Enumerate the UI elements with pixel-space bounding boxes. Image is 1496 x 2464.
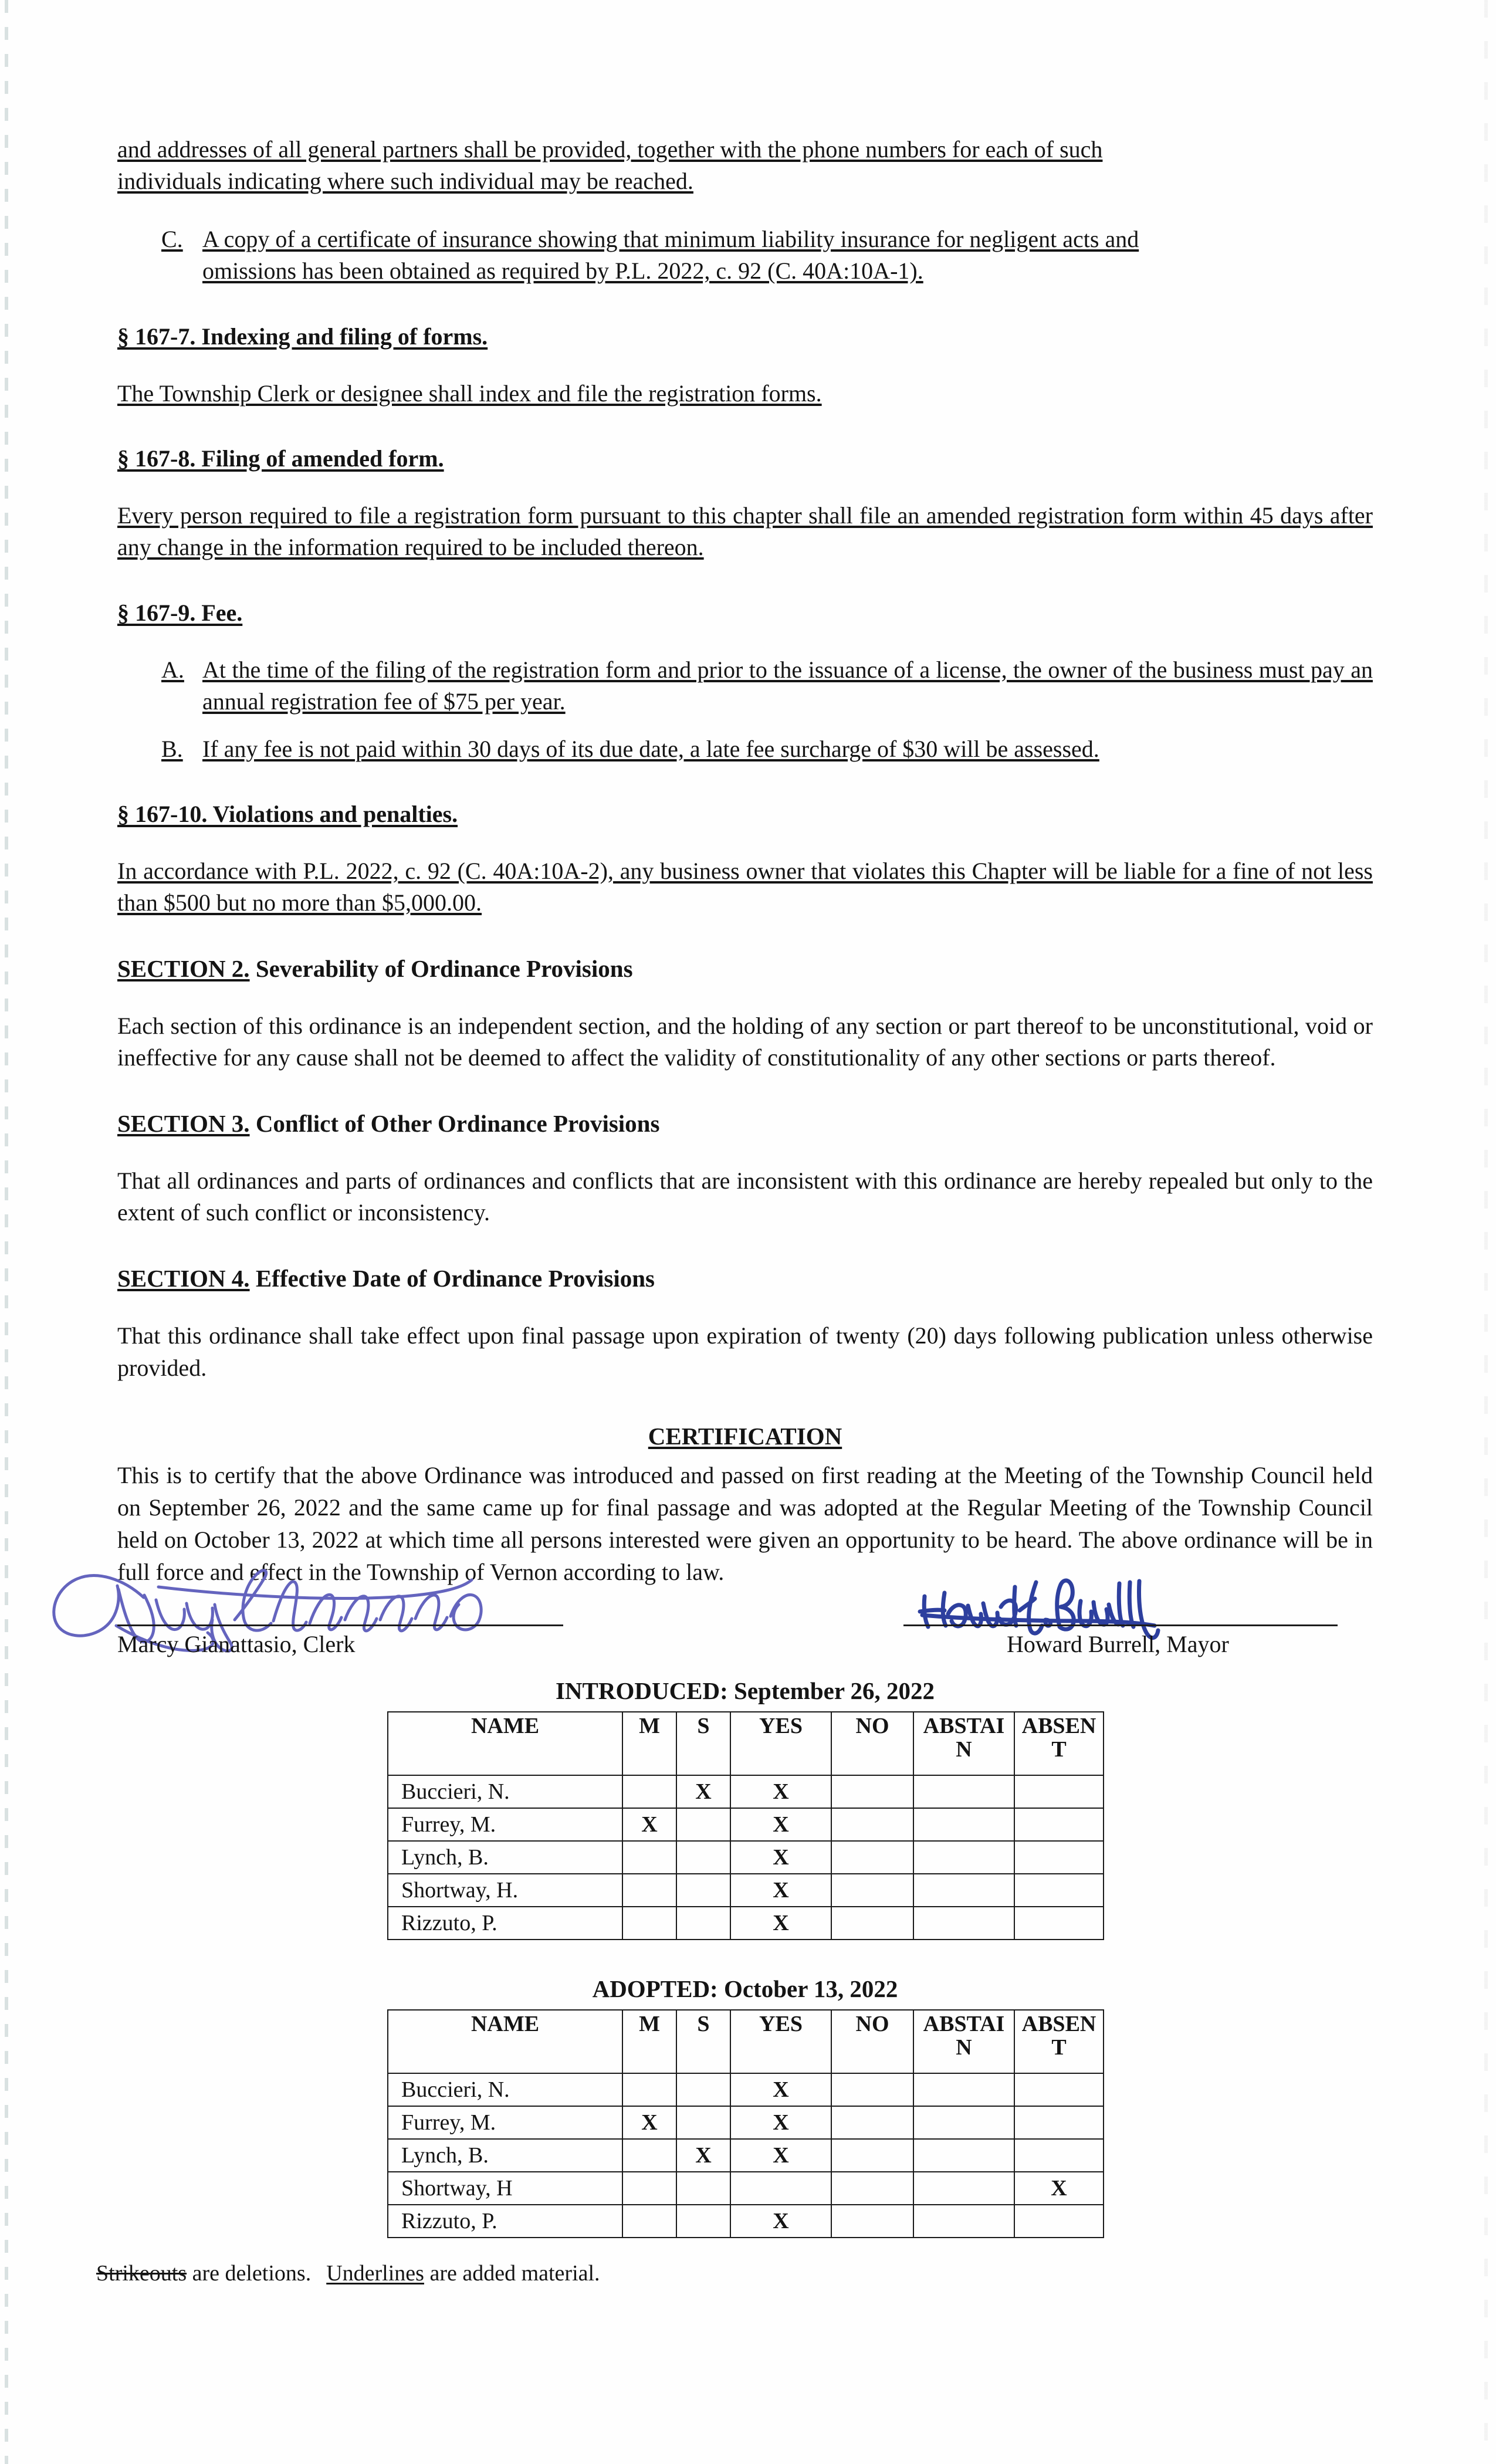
col-header-name: NAME bbox=[388, 2010, 622, 2073]
row-yes bbox=[730, 2172, 831, 2205]
section-heading-167-9: § 167-9. Fee. bbox=[117, 599, 243, 626]
ordinance-section-4-label: SECTION 4. bbox=[117, 1264, 250, 1292]
legend-footnote bbox=[96, 2259, 1373, 2288]
table-header-row bbox=[388, 1712, 1104, 1775]
row-no bbox=[831, 1808, 913, 1841]
mayor-signature-line bbox=[903, 1624, 1338, 1626]
list-item-b-marker: B. bbox=[161, 735, 183, 762]
table-row bbox=[388, 1907, 1104, 1940]
introduced-vote-table bbox=[387, 1711, 1104, 1940]
ordinance-section-2-heading bbox=[117, 953, 1373, 984]
table-row bbox=[388, 2205, 1104, 2238]
list-item-c-line-1: A copy of a certificate of insurance showing that minimum liability insurance for negligent acts and bbox=[202, 225, 1139, 252]
row-absent bbox=[1014, 1808, 1104, 1841]
row-m bbox=[622, 2073, 676, 2106]
row-name: Buccieri, N. bbox=[388, 1775, 622, 1808]
legend-underlines-rest: are added material. bbox=[424, 2260, 600, 2286]
row-m bbox=[622, 1841, 676, 1874]
row-yes: X bbox=[730, 1874, 831, 1907]
scan-artifact-right bbox=[1484, 0, 1488, 2464]
adopted-vote-table bbox=[387, 2009, 1104, 2238]
continued-paragraph-line-2: individuals indicating where such individual may be reached. bbox=[117, 168, 693, 195]
row-absent: X bbox=[1014, 2172, 1104, 2205]
row-absent bbox=[1014, 2139, 1104, 2172]
row-yes: X bbox=[730, 2205, 831, 2238]
row-absent bbox=[1014, 1841, 1104, 1874]
clerk-name: Marcy Gianattasio, Clerk bbox=[117, 1631, 356, 1658]
row-absent bbox=[1014, 1775, 1104, 1808]
ordinance-section-4-body: That this ordinance shall take effect upon final passage upon expiration of twenty (20) days following publication unless otherwise provided. bbox=[117, 1322, 1373, 1381]
ordinance-section-3-label: SECTION 3. bbox=[117, 1109, 250, 1137]
row-abstain bbox=[913, 2172, 1014, 2205]
row-yes: X bbox=[730, 2139, 831, 2172]
row-abstain bbox=[913, 2073, 1014, 2106]
col-header-no: NO bbox=[831, 2010, 913, 2073]
row-abstain bbox=[913, 1874, 1014, 1907]
col-header-abstain: ABSTAI N bbox=[913, 1712, 1014, 1775]
row-s bbox=[676, 2205, 730, 2238]
row-m: X bbox=[622, 1808, 676, 1841]
row-s bbox=[676, 1808, 730, 1841]
col-header-s: S bbox=[676, 2010, 730, 2073]
adopted-table-title: ADOPTED: October 13, 2022 bbox=[592, 1975, 898, 2003]
row-s bbox=[676, 2073, 730, 2106]
row-m: X bbox=[622, 2106, 676, 2139]
row-s bbox=[676, 1841, 730, 1874]
table-row bbox=[388, 2172, 1104, 2205]
table-row bbox=[388, 1808, 1104, 1841]
section-body-167-7: The Township Clerk or designee shall index and file the registration forms. bbox=[117, 380, 822, 407]
row-yes: X bbox=[730, 1907, 831, 1940]
col-header-yes: YES bbox=[730, 2010, 831, 2073]
certification-body: This is to certify that the above Ordinance was introduced and passed on first reading at the Meeting of the Township Council held on September 26, 2022 and the same came up for final passage and was adopted at the Regular Meeting of the Township Council held on October 13, 2022 at which time all persons interested were given an opportunity to be heard. The above ordinance will be in full force and effect in the Township of Vernon according to law. bbox=[117, 1461, 1373, 1586]
list-item-c-marker: C. bbox=[161, 225, 183, 252]
ordinance-section-3-body: That all ordinances and parts of ordinances and conflicts that are inconsistent with this ordinance are hereby repealed but only to the extent of such conflict or inconsistency. bbox=[117, 1167, 1373, 1226]
continued-paragraph-line-1: and addresses of all general partners shall be provided, together with the phone numbers for each of such bbox=[117, 136, 1103, 163]
table-header-row bbox=[388, 2010, 1104, 2073]
row-name: Shortway, H. bbox=[388, 1874, 622, 1907]
row-abstain bbox=[913, 1841, 1014, 1874]
row-no bbox=[831, 2172, 913, 2205]
section-body-167-8: Every person required to file a registration form pursuant to this chapter shall file an amended registration form within 45 days after any change in the information required to be included thereon. bbox=[117, 502, 1373, 561]
row-name: Lynch, B. bbox=[388, 2139, 622, 2172]
row-m bbox=[622, 1874, 676, 1907]
row-name: Furrey, M. bbox=[388, 2106, 622, 2139]
row-name: Lynch, B. bbox=[388, 1841, 622, 1874]
row-absent bbox=[1014, 2205, 1104, 2238]
table-row bbox=[388, 1841, 1104, 1874]
list-item-c bbox=[117, 224, 1373, 287]
row-no bbox=[831, 2106, 913, 2139]
row-name: Buccieri, N. bbox=[388, 2073, 622, 2106]
col-header-no: NO bbox=[831, 1712, 913, 1775]
row-m bbox=[622, 1775, 676, 1808]
adopted-vote-table-wrap bbox=[387, 1973, 1103, 2238]
ordinance-section-2-title: Severability of Ordinance Provisions bbox=[255, 955, 633, 982]
row-no bbox=[831, 2139, 913, 2172]
table-row bbox=[388, 1874, 1104, 1907]
clerk-signature-line bbox=[117, 1624, 563, 1626]
table-row bbox=[388, 2139, 1104, 2172]
row-m bbox=[622, 2139, 676, 2172]
table-row bbox=[388, 2106, 1104, 2139]
section-body-167-10: In accordance with P.L. 2022, c. 92 (C. 40A:10A-2), any business owner that violates this Chapter will be liable for a fine of not less than $500 but no more than $5,000.00. bbox=[117, 857, 1373, 916]
list-item-a bbox=[117, 654, 1373, 718]
col-header-m: M bbox=[622, 2010, 676, 2073]
row-no bbox=[831, 2073, 913, 2106]
row-no bbox=[831, 1907, 913, 1940]
row-s bbox=[676, 2106, 730, 2139]
section-heading-167-8: § 167-8. Filing of amended form. bbox=[117, 445, 444, 472]
ordinance-section-2-body: Each section of this ordinance is an independent section, and the holding of any section or part thereof to be unconstitutional, void or ineffective for any cause shall not be deemed to affect the validity of constitutionality of any other sections or parts thereof. bbox=[117, 1012, 1373, 1071]
section-heading-167-10: § 167-10. Violations and penalties. bbox=[117, 800, 458, 827]
legend-underlines-word: Underlines bbox=[326, 2260, 424, 2286]
continued-paragraph bbox=[117, 134, 1373, 198]
table-row bbox=[388, 2073, 1104, 2106]
list-item-b-text: If any fee is not paid within 30 days of its due date, a late fee surcharge of $30 will be assessed. bbox=[202, 735, 1099, 762]
col-header-s: S bbox=[676, 1712, 730, 1775]
row-name: Furrey, M. bbox=[388, 1808, 622, 1841]
row-no bbox=[831, 2205, 913, 2238]
row-s bbox=[676, 1907, 730, 1940]
row-abstain bbox=[913, 2205, 1014, 2238]
ordinance-section-3-title: Conflict of Other Ordinance Provisions bbox=[255, 1109, 660, 1137]
row-no bbox=[831, 1874, 913, 1907]
row-yes: X bbox=[730, 1808, 831, 1841]
row-name: Shortway, H bbox=[388, 2172, 622, 2205]
row-s bbox=[676, 1874, 730, 1907]
row-no bbox=[831, 1841, 913, 1874]
row-absent bbox=[1014, 1907, 1104, 1940]
list-item-c-line-2: omissions has been obtained as required by P.L. 2022, c. 92 (C. 40A:10A-1). bbox=[202, 258, 923, 285]
row-absent bbox=[1014, 1874, 1104, 1907]
list-item-a-marker: A. bbox=[161, 656, 184, 683]
row-absent bbox=[1014, 2073, 1104, 2106]
row-yes: X bbox=[730, 1775, 831, 1808]
ordinance-section-3-heading bbox=[117, 1108, 1373, 1139]
row-m bbox=[622, 2205, 676, 2238]
ordinance-section-4-heading bbox=[117, 1263, 1373, 1294]
col-header-absent: ABSEN T bbox=[1014, 1712, 1104, 1775]
col-header-abstain: ABSTAI N bbox=[913, 2010, 1014, 2073]
legend-strikeouts-word: Strikeouts bbox=[96, 2260, 187, 2286]
table-row bbox=[388, 1775, 1104, 1808]
row-no bbox=[831, 1775, 913, 1808]
row-absent bbox=[1014, 2106, 1104, 2139]
row-s: X bbox=[676, 2139, 730, 2172]
scan-artifact-left bbox=[5, 0, 8, 2464]
col-header-absent: ABSEN T bbox=[1014, 2010, 1104, 2073]
row-abstain bbox=[913, 2106, 1014, 2139]
row-yes: X bbox=[730, 2106, 831, 2139]
row-abstain bbox=[913, 2139, 1014, 2172]
mayor-name: Howard Burrell, Mayor bbox=[1007, 1631, 1229, 1658]
row-name: Rizzuto, P. bbox=[388, 1907, 622, 1940]
row-abstain bbox=[913, 1775, 1014, 1808]
row-yes: X bbox=[730, 2073, 831, 2106]
row-abstain bbox=[913, 1907, 1014, 1940]
row-s: X bbox=[676, 1775, 730, 1808]
list-item-b bbox=[117, 733, 1373, 765]
ordinance-section-4-title: Effective Date of Ordinance Provisions bbox=[255, 1264, 655, 1292]
col-header-name: NAME bbox=[388, 1712, 622, 1775]
document-content bbox=[96, 0, 1373, 2288]
signature-row bbox=[117, 1585, 1373, 1662]
col-header-m: M bbox=[622, 1712, 676, 1775]
ordinance-section-2-label: SECTION 2. bbox=[117, 955, 250, 982]
row-m bbox=[622, 2172, 676, 2205]
row-name: Rizzuto, P. bbox=[388, 2205, 622, 2238]
certification-title: CERTIFICATION bbox=[648, 1422, 842, 1450]
introduced-table-title: INTRODUCED: September 26, 2022 bbox=[555, 1677, 935, 1705]
row-s bbox=[676, 2172, 730, 2205]
col-header-yes: YES bbox=[730, 1712, 831, 1775]
row-yes: X bbox=[730, 1841, 831, 1874]
introduced-vote-table-wrap bbox=[387, 1675, 1103, 1940]
row-abstain bbox=[913, 1808, 1014, 1841]
section-heading-167-7: § 167-7. Indexing and filing of forms. bbox=[117, 323, 488, 350]
row-m bbox=[622, 1907, 676, 1940]
list-item-a-text: At the time of the filing of the registration form and prior to the issuance of a license, the owner of the business must pay an annual registration fee of $75 per year. bbox=[202, 656, 1373, 715]
legend-strikeouts-rest: are deletions. bbox=[187, 2260, 312, 2286]
